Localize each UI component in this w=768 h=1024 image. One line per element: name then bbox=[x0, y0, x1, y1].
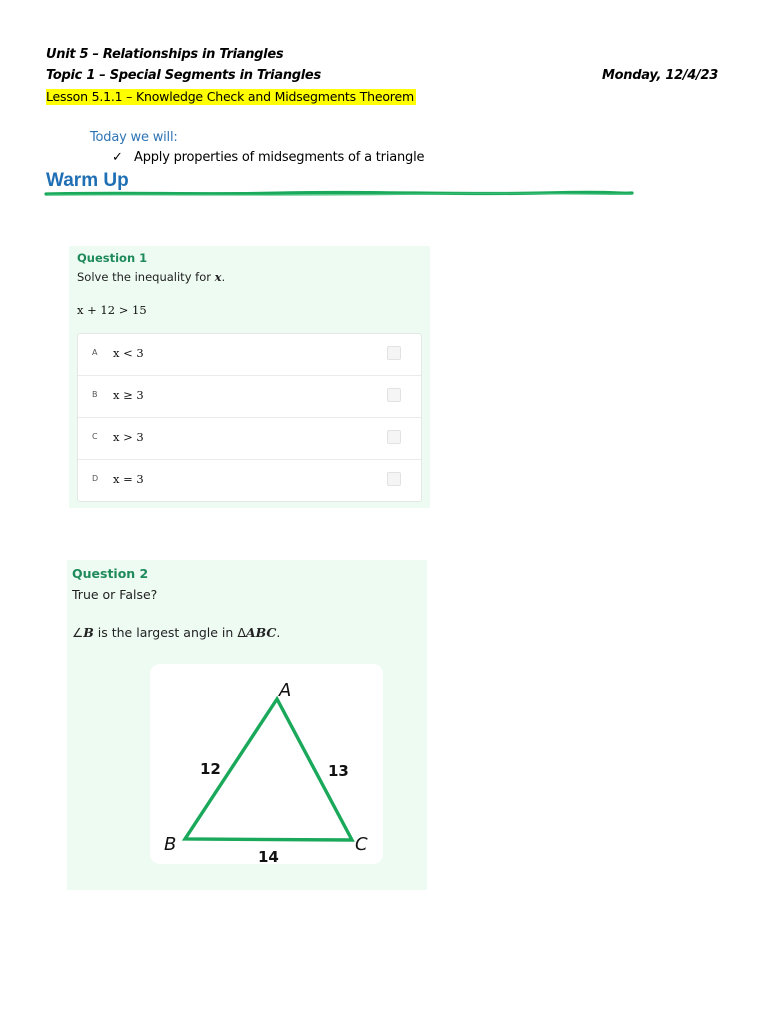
checkmark-icon: ✓ bbox=[112, 150, 123, 165]
option-letter: D bbox=[92, 474, 99, 483]
side-ac-label: 13 bbox=[328, 762, 349, 780]
question-2-prompt: True or False? bbox=[72, 587, 158, 602]
prompt-text: Solve the inequality for bbox=[77, 270, 215, 284]
option-checkbox[interactable] bbox=[387, 346, 401, 360]
lesson-date: Monday, 12/4/23 bbox=[602, 68, 718, 83]
option-letter: B bbox=[92, 390, 98, 399]
objective-text: Apply properties of midsegments of a triangle bbox=[134, 150, 425, 165]
option-value: x < 3 bbox=[113, 346, 144, 360]
option-letter: A bbox=[92, 348, 98, 357]
prompt-variable: x bbox=[214, 270, 222, 284]
question-1-card bbox=[69, 246, 430, 508]
angle-symbol: ∠ bbox=[72, 625, 84, 640]
vertex-a-label: A bbox=[279, 680, 292, 701]
warm-up-underline bbox=[44, 189, 636, 199]
today-we-will-label: Today we will: bbox=[90, 130, 178, 145]
triangle-name: ABC bbox=[245, 625, 277, 640]
option-value: x = 3 bbox=[113, 472, 144, 486]
triangle-diagram-panel bbox=[150, 664, 383, 864]
option-a[interactable] bbox=[78, 334, 421, 376]
option-c[interactable] bbox=[78, 418, 421, 460]
option-checkbox[interactable] bbox=[387, 430, 401, 444]
statement-text: is the largest angle in bbox=[93, 625, 238, 640]
option-value: x > 3 bbox=[113, 430, 144, 444]
option-value: x ≥ 3 bbox=[113, 388, 144, 402]
question-1-title: Question 1 bbox=[77, 251, 148, 265]
prompt-period: . bbox=[221, 270, 226, 284]
triangle-diagram bbox=[150, 664, 383, 864]
question-2-card bbox=[67, 560, 427, 890]
objective-item bbox=[112, 150, 424, 165]
lesson-title-highlighted: Lesson 5.1.1 – Knowledge Check and Midsegments Theorem bbox=[46, 89, 414, 104]
option-checkbox[interactable] bbox=[387, 388, 401, 402]
vertex-b-label: B bbox=[164, 834, 177, 855]
side-ab-label: 12 bbox=[200, 760, 221, 778]
side-bc-label: 14 bbox=[258, 848, 279, 864]
option-letter: C bbox=[92, 432, 98, 441]
warm-up-heading: Warm Up bbox=[46, 170, 129, 191]
option-b[interactable] bbox=[78, 376, 421, 418]
option-checkbox[interactable] bbox=[387, 472, 401, 486]
statement-end: . bbox=[276, 625, 281, 640]
triangle-symbol: Δ bbox=[237, 625, 246, 640]
angle-name: B bbox=[83, 625, 94, 640]
vertex-c-label: C bbox=[355, 834, 368, 855]
unit-title: Unit 5 – Relationships in Triangles bbox=[46, 47, 284, 62]
question-1-equation: x + 12 > 15 bbox=[77, 303, 147, 317]
answer-options bbox=[77, 333, 422, 502]
question-2-statement bbox=[72, 625, 280, 640]
question-2-title: Question 2 bbox=[72, 566, 149, 581]
question-1-prompt bbox=[77, 270, 225, 284]
option-d[interactable] bbox=[78, 460, 421, 502]
topic-title: Topic 1 – Special Segments in Triangles bbox=[46, 68, 321, 83]
